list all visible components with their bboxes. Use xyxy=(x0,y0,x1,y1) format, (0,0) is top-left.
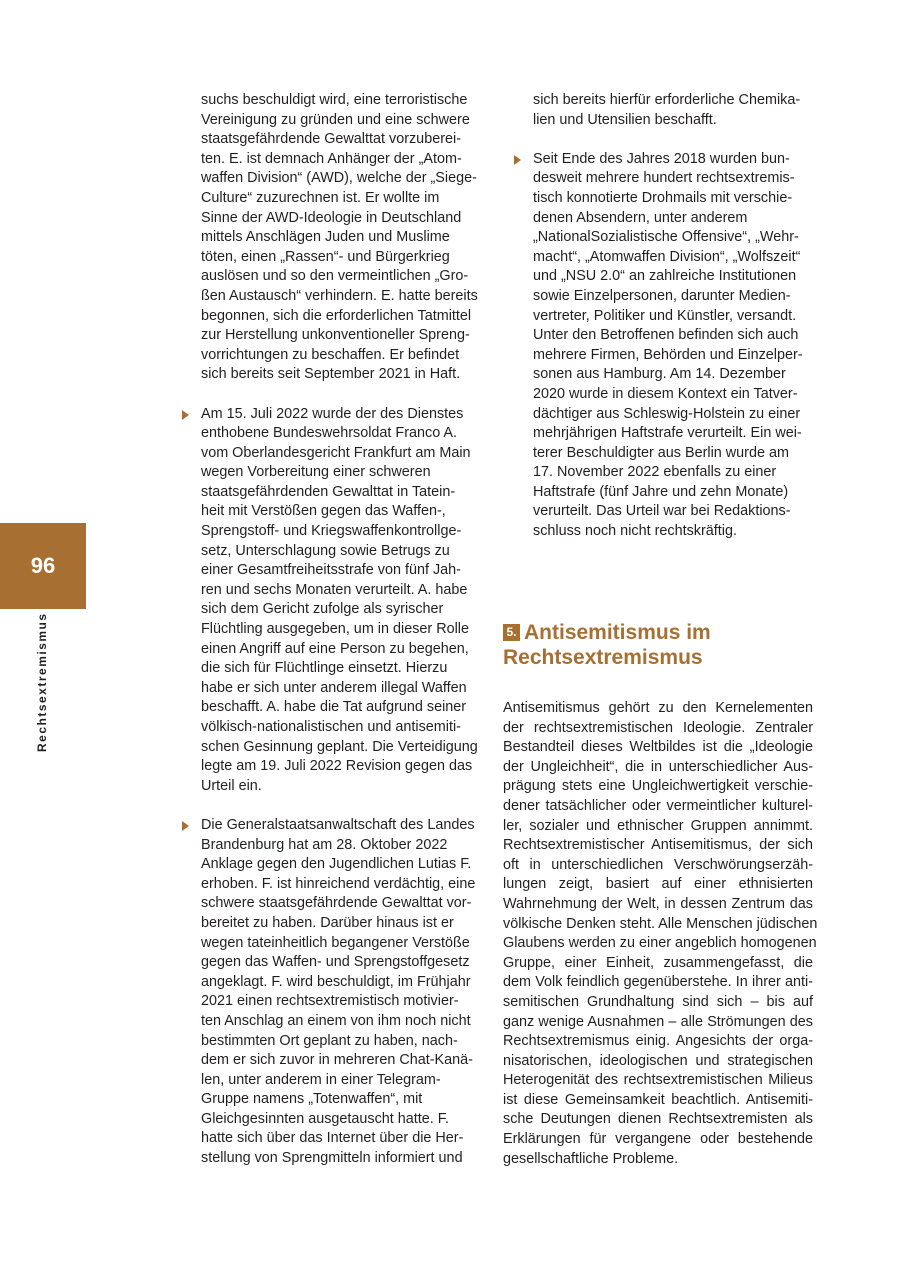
text-line: tisch konnotierte Drohmails mit verschie- xyxy=(533,189,793,206)
body-line: Rechtsextremistischer Antisemitismus, der sich xyxy=(503,837,813,854)
body-line: gesellschaftliche Probleme. xyxy=(503,1150,679,1167)
body-line: prägung stets eine Ungleichwertigkeit verschie- xyxy=(503,778,813,795)
text-line: und „NSU 2.0“ an zahlreiche Institutionen xyxy=(533,268,797,285)
text-line: Brandenburg hat am 28. Oktober 2022 xyxy=(201,836,448,853)
body-line: Heterogenität des rechtsextremistischen Milieus xyxy=(503,1072,813,1089)
text-line: Seit Ende des Jahres 2018 wurden bun- xyxy=(533,150,790,167)
text-line: sonen aus Hamburg. Am 14. Dezember xyxy=(533,366,786,383)
bullet-paragraph xyxy=(201,816,493,1169)
text-line: schwere staatsgefährdende Gewalttat vor- xyxy=(201,895,472,912)
text-line: verurteilt. Das Urteil war bei Redaktions- xyxy=(533,503,791,520)
paragraph xyxy=(201,91,493,385)
body-line: semitischen Grundhaltung sind sich – bis auf xyxy=(503,993,813,1010)
text-line: terer Beschuldigter aus Berlin wurde am xyxy=(533,444,789,461)
text-line: staatsgefährdenden Gewalttat in Tatein- xyxy=(201,483,456,500)
text-line: gegen das Waffen- und Sprengstoffgesetz xyxy=(201,954,470,971)
body-line: Erklärungen für vergangene oder bestehende xyxy=(503,1131,813,1148)
text-line: schen Gesinnung geplant. Die Verteidigung xyxy=(201,738,478,755)
text-line: Urteil ein. xyxy=(201,777,262,794)
text-line: hatte sich über das Internet über die Her- xyxy=(201,1130,464,1147)
text-line: einen Angriff auf eine Person zu begehen, xyxy=(201,640,469,657)
text-line: Gruppe namens „Totenwaffen“, mit xyxy=(201,1091,423,1108)
text-line: heit mit Verstößen gegen das Waffen-, xyxy=(201,503,446,520)
body-line: ganz wenige Ausnahmen – alle Strömungen des xyxy=(503,1013,813,1030)
body-line: ler, sozialer und ethnischer Gruppen annimmt. xyxy=(503,817,813,834)
section-heading xyxy=(503,620,823,670)
text-line: schluss noch nicht rechtskräftig. xyxy=(533,523,737,540)
body-line: nisatorischen, ideologischen und strategischen xyxy=(503,1052,813,1069)
body-line: Gruppe, einer Einheit, zusammengefasst, die xyxy=(503,954,813,971)
section-title-line-1: Antisemitismus im xyxy=(524,621,711,644)
text-line: Am 15. Juli 2022 wurde der des Dienstes xyxy=(201,405,464,422)
text-line: vom Oberlandesgericht Frankfurt am Main xyxy=(201,444,471,461)
text-line: lien und Utensilien beschafft. xyxy=(533,111,717,128)
text-line: mittels Anschlägen Juden und Muslime xyxy=(201,229,450,246)
text-line: wegen Vorbereitung einer schweren xyxy=(201,464,431,481)
text-line: Anklage gegen den Jugendlichen Lutias F. xyxy=(201,856,472,873)
text-line: Haftstrafe (fünf Jahre und zehn Monate) xyxy=(533,483,789,500)
text-line: angeklagt. F. wird beschuldigt, im Frühjahr xyxy=(201,973,471,990)
body-line: Wahrnehmung der Welt, in dessen Zentrum das xyxy=(503,895,813,912)
text-line: stellung von Sprengmitteln informiert und xyxy=(201,1150,463,1167)
text-line: Culture“ zuzurechnen ist. Er wollte im xyxy=(201,189,440,206)
right-column xyxy=(533,91,815,561)
bullet-paragraph xyxy=(533,150,815,542)
text-line: legte am 19. Juli 2022 Revision gegen das xyxy=(201,758,473,775)
section-title-line-2: Rechtsextremismus xyxy=(503,646,703,669)
text-line: sich dem Gericht zufolge als syrischer xyxy=(201,601,444,618)
text-line: denen Absendern, unter anderem xyxy=(533,209,748,226)
page-number-tab xyxy=(0,523,86,609)
body-line: sche Deutungen dienen Rechtsextremisten als xyxy=(503,1111,813,1128)
text-line: 2021 einen rechtsextremistisch motivier- xyxy=(201,993,459,1010)
text-line: waffen Division“ (AWD), welche der „Siege- xyxy=(201,170,477,187)
text-line: Flüchtling ausgegeben, um in dieser Rolle xyxy=(201,621,469,638)
text-line: mehrjährigen Haftstrafe verurteilt. Ein wei- xyxy=(533,425,802,442)
text-line: begonnen, sich die erforderlichen Tatmittel xyxy=(201,307,472,324)
left-column xyxy=(201,91,493,1188)
text-line: vorrichtungen zu beschaffen. Er befindet xyxy=(201,346,460,363)
body-line: der rechtsextremistischen Ideologie. Zentraler xyxy=(503,719,813,736)
text-line: töten, einen „Rassen“- und Bürgerkrieg xyxy=(201,248,450,265)
paragraph xyxy=(533,91,815,130)
body-line: ist diese Gemeinsamkeit beachtlich. Antisemiti- xyxy=(503,1091,813,1108)
text-line: beschafft. A. habe die Tat aufgrund seiner xyxy=(201,699,467,716)
text-line: suchs beschuldigt wird, eine terroristische xyxy=(201,92,468,108)
text-line: setz, Unterschlagung sowie Betrugs zu xyxy=(201,542,450,559)
text-line: dächtiger aus Schleswig-Holstein zu einer xyxy=(533,405,801,422)
body-line: Rechtsextremismus einig. Angesichts der orga- xyxy=(503,1033,813,1050)
body-line: völkische Denken steht. Alle Menschen jüdischen xyxy=(503,915,818,932)
text-line: macht“, „Atomwaffen Division“, „Wolfszeit“ xyxy=(533,248,801,265)
body-line: Antisemitismus gehört zu den Kernelementen xyxy=(503,700,813,716)
text-line: völkisch-nationalistischen und antisemiti- xyxy=(201,719,461,735)
text-line: auslösen und so den vermeintlichen „Gro- xyxy=(201,268,469,285)
text-line: zur Herstellung unkonventioneller Spreng- xyxy=(201,327,470,344)
body-line: der Ungleichheit“, die in unterschiedlicher Aus- xyxy=(503,758,813,775)
text-line: Sprengstoff- und Kriegswaffenkontrollge- xyxy=(201,523,462,540)
text-line: einer Gesamtfreiheitsstrafe von fünf Jah- xyxy=(201,562,461,579)
section-number-badge: 5. xyxy=(503,624,520,641)
text-line: ren und sechs Monaten verurteilt. A. habe xyxy=(201,581,468,598)
text-line: ten Anschlag an einem von ihm noch nicht xyxy=(201,1012,471,1029)
text-line: die sich für Flüchtlinge einsetzt. Hierzu xyxy=(201,660,448,677)
text-line: len, unter anderem in einer Telegram- xyxy=(201,1071,441,1088)
text-line: bereitet zu haben. Darüber hinaus ist er xyxy=(201,914,454,931)
section-heading-line-1 xyxy=(503,620,823,645)
text-line: bestimmten Ort geplant zu haben, nach- xyxy=(201,1032,458,1049)
body-line: dem Volk feindlich gegenüberstehe. In ihrer anti- xyxy=(503,974,813,991)
text-line: dem er sich zuvor in mehreren Chat-Kanä- xyxy=(201,1052,473,1069)
text-line: vertreter, Politiker und Künstler, versandt. xyxy=(533,307,797,324)
body-line: Glaubens werden zu einer angeblich homogenen xyxy=(503,935,817,952)
section-side-label: Rechtsextremismus xyxy=(35,612,49,752)
text-line: enthobene Bundeswehrsoldat Franco A. xyxy=(201,425,458,442)
text-line: habe er sich unter anderem illegal Waffen xyxy=(201,679,467,696)
text-line: Vereinigung zu gründen und eine schwere xyxy=(201,111,470,128)
text-line: mehrere Firmen, Behörden und Einzelper- xyxy=(533,346,803,363)
text-line: staatsgefährdende Gewalttat vorzuberei- xyxy=(201,131,461,148)
text-line: 2020 wurde in diesem Kontext ein Tatver- xyxy=(533,385,798,402)
text-line: ßen Austausch“ verhindern. E. hatte bereits xyxy=(201,287,478,304)
text-line: sich bereits hierfür erforderliche Chemika- xyxy=(533,92,801,108)
body-line: dener tatsächlicher oder vermeintlicher kulturel- xyxy=(503,797,813,814)
text-line: desweit mehrere hundert rechtsextremis- xyxy=(533,170,795,187)
text-line: sich bereits seit September 2021 in Haft. xyxy=(201,366,461,383)
text-line: Die Generalstaatsanwaltschaft des Landes xyxy=(201,816,475,833)
text-line: 17. November 2022 ebenfalls zu einer xyxy=(533,464,777,481)
text-line: erhoben. F. ist hinreichend verdächtig, eine xyxy=(201,875,476,892)
body-line: oft in unterschiedlichen Verschwörungserzäh- xyxy=(503,856,813,873)
bullet-paragraph xyxy=(201,405,493,797)
text-line: Unter den Betroffenen befinden sich auch xyxy=(533,327,799,344)
section-body xyxy=(503,699,818,1169)
body-line: lungen zeigt, basiert auf einer ethnisierten xyxy=(503,876,813,893)
body-line: Bestandteil dieses Weltbildes ist die „Ideologie xyxy=(503,739,813,756)
text-line: „NationalSozialistische Offensive“, „Wehr- xyxy=(533,229,799,246)
text-line: Gleichgesinnten ausgetauscht hatte. F. xyxy=(201,1110,449,1127)
text-line: sowie Einzelpersonen, darunter Medien- xyxy=(533,287,791,304)
text-line: wegen tateinheitlich begangener Verstöße xyxy=(201,934,470,951)
text-line: ten. E. ist demnach Anhänger der „Atom- xyxy=(201,150,462,167)
text-line: Sinne der AWD-Ideologie in Deutschland xyxy=(201,209,462,226)
page-number: 96 xyxy=(30,553,56,578)
